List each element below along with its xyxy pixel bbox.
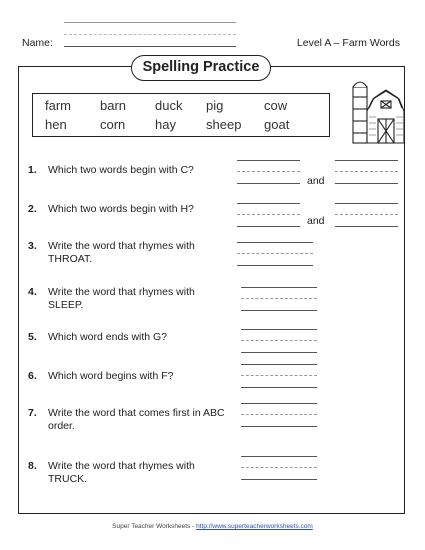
question-text: Which two words begin with C? xyxy=(48,164,194,176)
footer-link[interactable]: http://www.superteacherworksheets.com xyxy=(196,523,313,530)
question-text: Which two words begin with H? xyxy=(48,203,194,215)
answer-line[interactable] xyxy=(237,160,300,184)
footer-site: Super Teacher Worksheets xyxy=(112,523,191,530)
question-number: 3. xyxy=(28,240,37,252)
and-label: and xyxy=(307,175,325,187)
question-text: Write the word that comes first in ABC order. xyxy=(48,407,225,432)
word-bank-word: farm xyxy=(45,98,71,113)
question-text: Which word ends with G? xyxy=(48,331,168,343)
answer-line[interactable] xyxy=(241,287,317,311)
footer-separator: - xyxy=(192,523,195,530)
answer-line[interactable] xyxy=(241,329,317,353)
word-bank-word: hen xyxy=(45,117,67,132)
question-number: 6. xyxy=(28,370,37,382)
word-bank-word: duck xyxy=(155,98,183,113)
footer xyxy=(0,523,425,530)
answer-line[interactable] xyxy=(335,160,398,184)
question-text: Write the word that rhymes with TRUCK. xyxy=(48,460,195,485)
and-label: and xyxy=(307,215,325,227)
answer-line[interactable] xyxy=(335,203,398,227)
word-bank-word: hay xyxy=(155,117,176,132)
question-text: Which word begins with F? xyxy=(48,370,174,382)
word-bank-word: pig xyxy=(206,98,224,113)
question-text: Write the word that rhymes with SLEEP. xyxy=(48,286,195,311)
question-number: 8. xyxy=(28,460,37,472)
question-number: 7. xyxy=(28,407,37,419)
answer-line[interactable] xyxy=(241,403,317,427)
question-number: 1. xyxy=(28,164,37,176)
page-title: Spelling Practice xyxy=(131,55,271,81)
word-bank-word: barn xyxy=(100,98,127,113)
answer-line[interactable] xyxy=(241,456,317,480)
word-bank-word: cow xyxy=(264,98,288,113)
word-bank-word: corn xyxy=(100,117,126,132)
answer-line[interactable] xyxy=(237,242,313,266)
word-bank-word: sheep xyxy=(206,117,242,132)
word-bank-word: goat xyxy=(264,117,290,132)
question-number: 2. xyxy=(28,203,37,215)
answer-line[interactable] xyxy=(241,364,317,388)
barn-icon xyxy=(349,77,405,145)
level-label: Level A – Farm Words xyxy=(296,37,400,49)
name-label: Name: xyxy=(22,37,53,49)
question-text: Write the word that rhymes with THROAT. xyxy=(48,240,195,265)
question-number: 5. xyxy=(28,331,37,343)
word-bank xyxy=(32,93,330,137)
question-number: 4. xyxy=(28,286,37,298)
name-field[interactable] xyxy=(64,22,236,46)
answer-line[interactable] xyxy=(237,203,300,227)
